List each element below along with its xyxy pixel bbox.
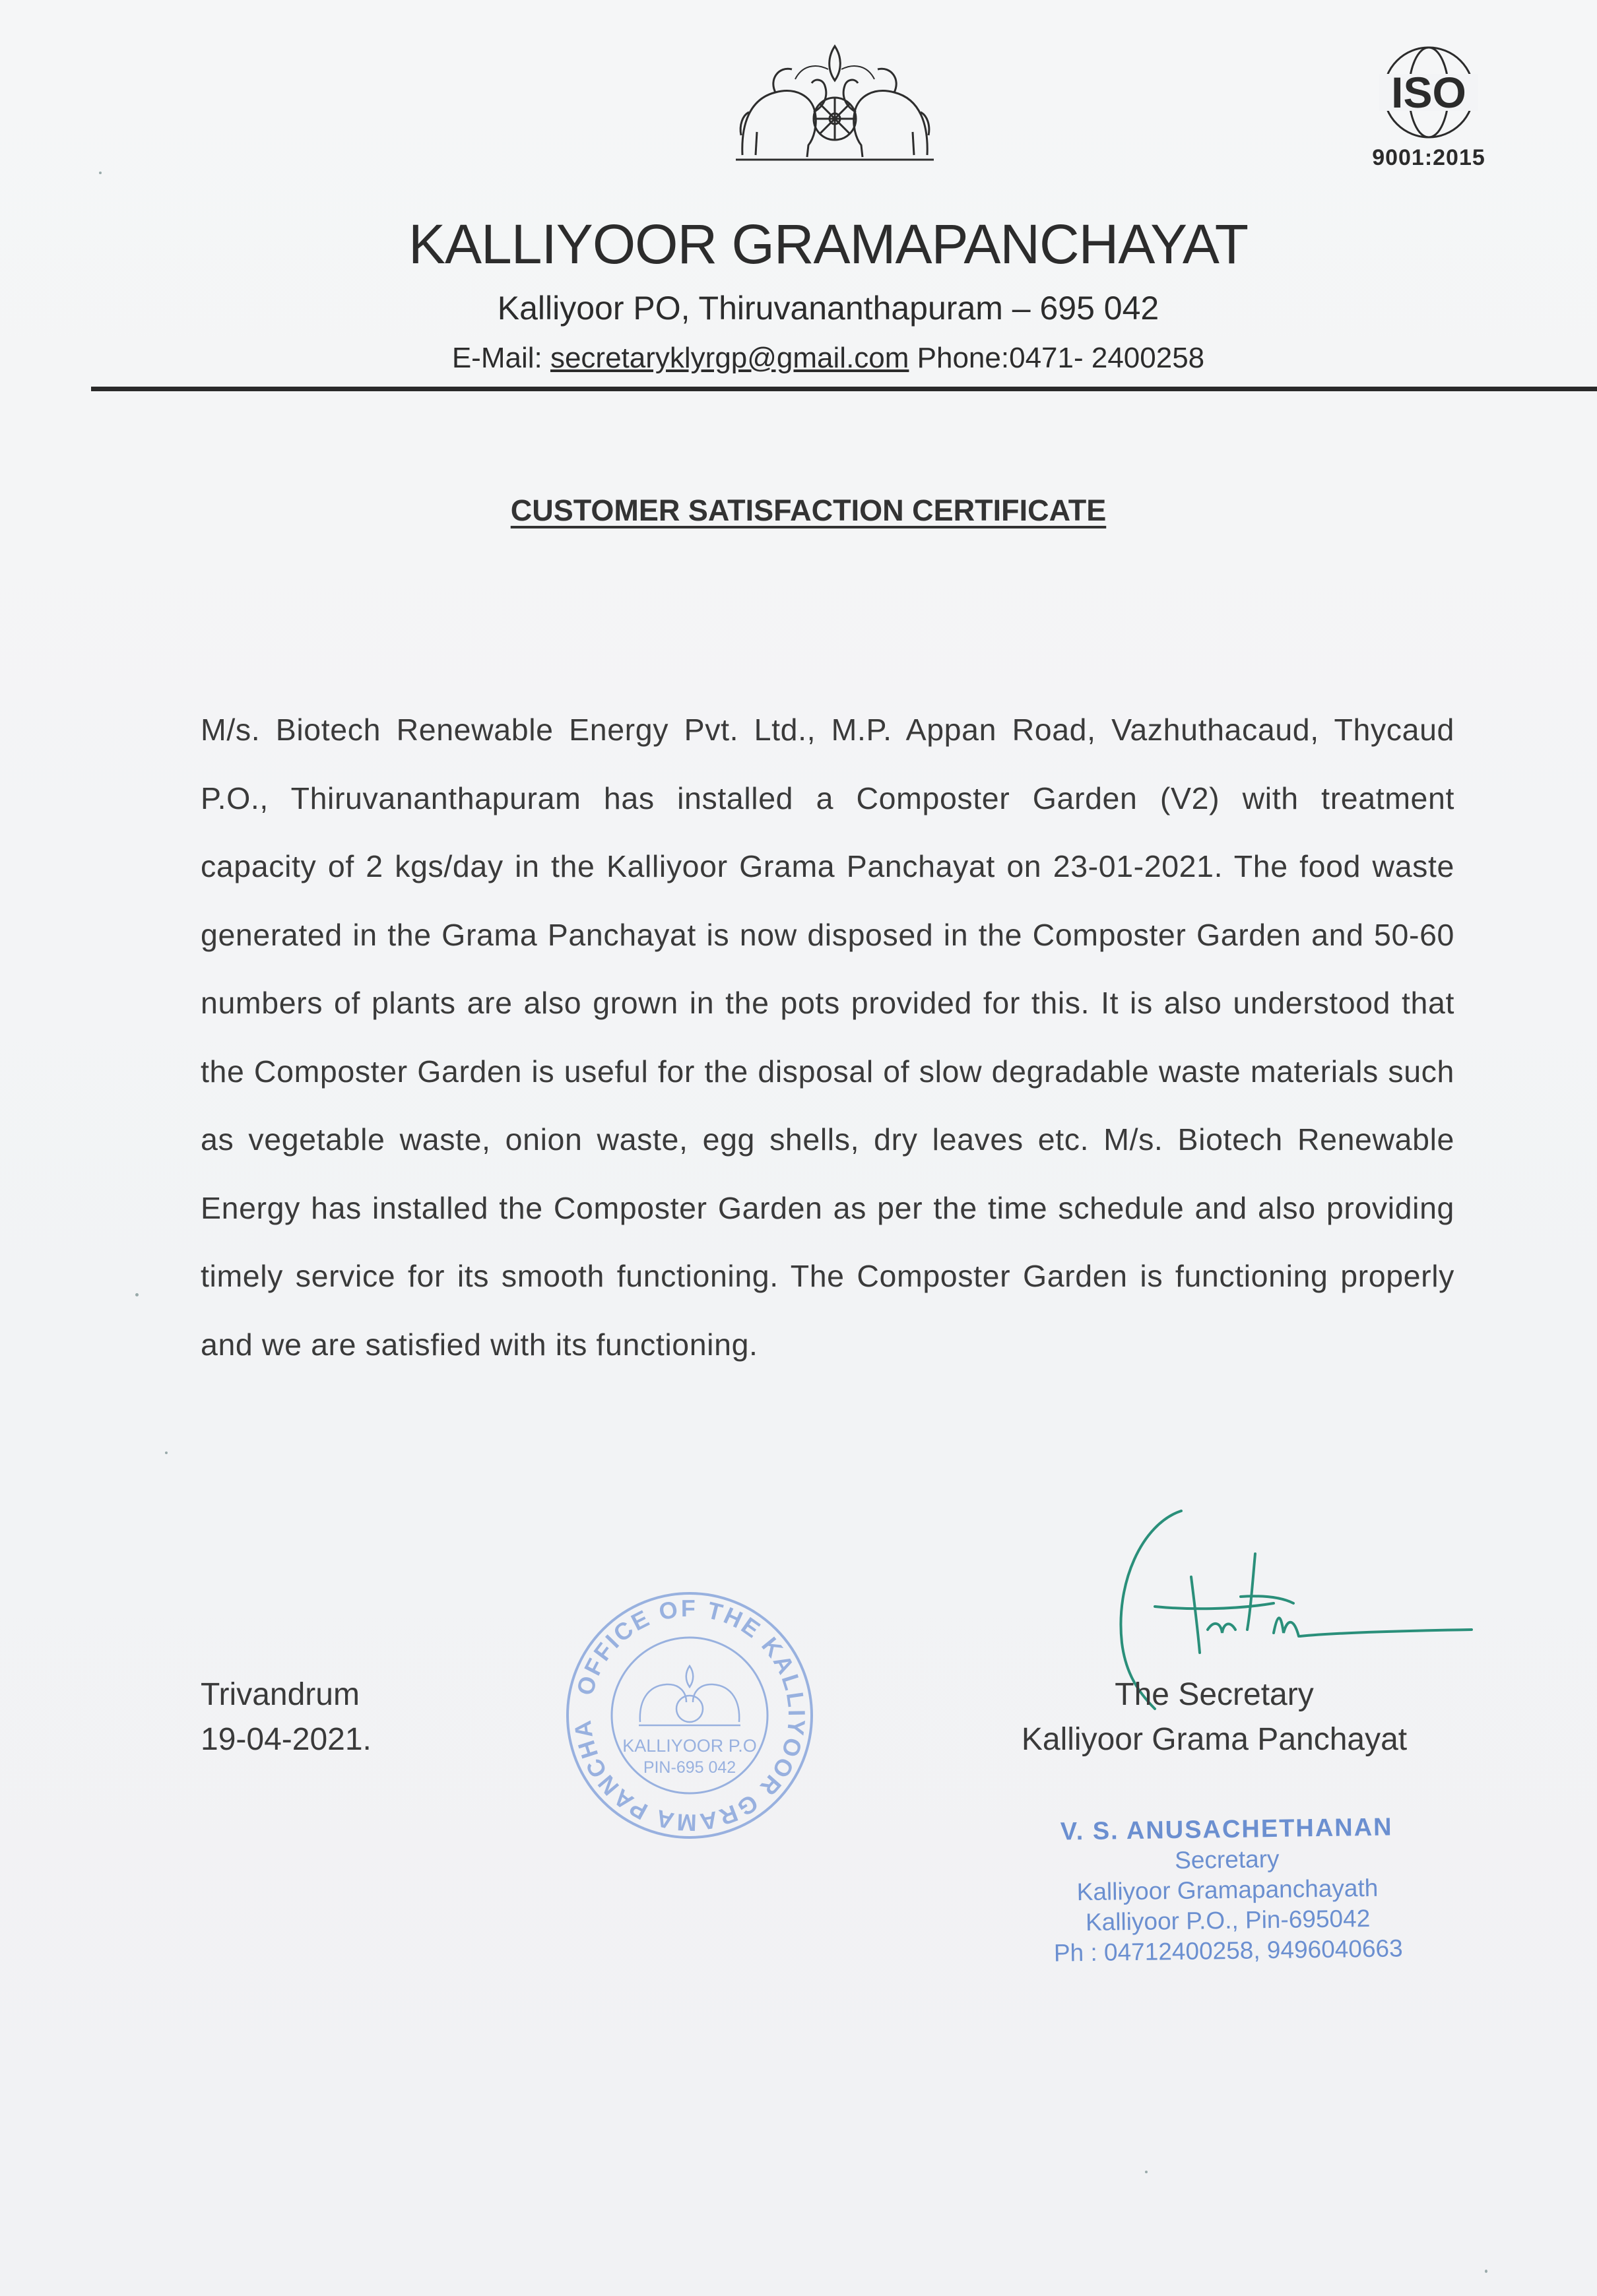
stamp-name: V. S. ANUSACHETHANAN	[1060, 1813, 1393, 1846]
stamp-address: Kalliyoor P.O., Pin-695042	[1085, 1904, 1371, 1936]
certificate-body: M/s. Biotech Renewable Energy Pvt. Ltd., M.P. Appan Road, Vazhuthacaud, Thycaud P.O., Thiruvananthapuram has installed a Composter Garden (V2) with treatment capacity of 2 kgs/day in the Kalliyoor Grama Panchayat on 23-01-2021. The food waste generated in the Grama Panchayat is now disposed in the Composter Garden and 50-60 numbers of plants are also grown in the pots provided for this. It is also understood that the Composter Garden is useful for the disposal of slow degradable waste materials such as vegetable waste, onion waste, egg shells, dry leaves etc. M/s. Biotech Renewable Energy has installed the Composter Garden as per the time schedule and also providing timely service for its smooth functioning. The Composter Garden is functioning properly and we are satisfied with its functioning.	[201, 713, 1454, 1362]
issue-date: 19-04-2021.	[201, 1722, 372, 1757]
seal-inner-line2: PIN-695 042	[643, 1758, 736, 1777]
email-label: E-Mail:	[451, 342, 550, 374]
svg-text:OFFICE OF THE KALLIYOOR GRAMA	[561, 1587, 810, 1836]
scan-speck	[135, 1293, 139, 1296]
organization-name: KALLIYOOR GRAMAPANCHAYAT	[408, 213, 1249, 275]
scan-speck	[165, 1451, 168, 1454]
iso-globe-icon	[1369, 40, 1488, 145]
seal-outer-text: OFFICE OF THE KALLIYOOR GRAMA PANCHA	[568, 1594, 811, 1837]
organization-address: Kalliyoor PO, Thiruvananthapuram – 695 042	[497, 290, 1159, 327]
header-divider	[91, 387, 1597, 391]
stamp-phone: Ph : 04712400258, 9496040663	[1053, 1934, 1403, 1967]
state-emblem-icon	[729, 40, 940, 165]
scan-speck	[1485, 2270, 1487, 2273]
seal-inner-line1: KALLIYOOR P.O	[622, 1736, 757, 1756]
place: Trivandrum	[201, 1677, 360, 1712]
stamp-designation: Secretary	[1174, 1845, 1280, 1874]
signatory-title: The Secretary	[1115, 1677, 1314, 1712]
seal-emblem-icon	[639, 1666, 740, 1725]
scan-speck	[1145, 2171, 1148, 2173]
phone-number: Phone:0471- 2400258	[909, 342, 1205, 374]
iso-logo-text: ISO	[1391, 68, 1466, 117]
iso-certification-badge	[1359, 40, 1498, 178]
signatory-organization: Kalliyoor Grama Panchayat	[1021, 1722, 1408, 1757]
certificate-title: CUSTOMER SATISFACTION CERTIFICATE	[510, 494, 1107, 527]
place-date-block	[201, 1673, 372, 1762]
iso-standard: 9001:2015	[1372, 145, 1485, 170]
signatory-block	[1003, 1673, 1425, 1762]
scan-speck	[99, 172, 102, 174]
secretary-stamp	[1002, 1811, 1452, 1969]
email-link[interactable]: secretaryklyrgp@gmail.com	[550, 342, 909, 374]
organization-contact	[0, 342, 1597, 375]
office-seal	[561, 1587, 818, 1844]
stamp-office: Kalliyoor Gramapanchayath	[1076, 1874, 1379, 1906]
